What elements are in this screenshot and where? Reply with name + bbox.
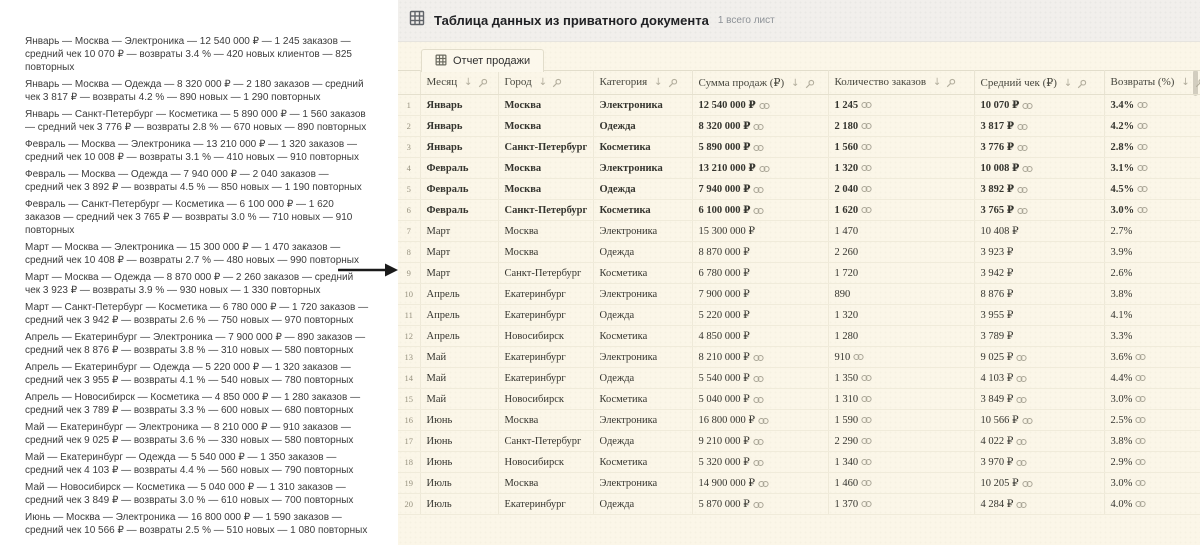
cell-orders: 1 350 [828,368,974,389]
link-icon[interactable] [1134,184,1148,195]
cell-orders: 2 290 [828,431,974,452]
cell-month: Апрель [420,305,498,326]
link-icon[interactable] [750,436,764,447]
cell-returns: 3.9% [1104,242,1200,263]
table-row [398,179,1200,200]
cell-sum: 7 940 000 ₽ [692,179,828,200]
row-number: 19 [398,473,420,494]
cell-orders: 1 720 [828,263,974,284]
source-line: Январь — Москва — Одежда — 8 320 000 ₽ — 2 180 заказов — средний чек 3 817 ₽ — возвраты 4.2 % — 890 новых — 1 290 повторных [25,79,364,103]
cell-category: Одежда [593,242,692,263]
source-line: Март — Москва — Электроника — 15 300 000 ₽ — 1 470 заказов — средний чек 10 408 ₽ — возвраты 2.7 % — 480 новых — 990 повторных [25,242,359,266]
cell-category: Электроника [593,347,692,368]
cell-sum: 8 870 000 ₽ [692,242,828,263]
tab-label: Отчет продажи [453,55,531,67]
cell-city: Новосибирск [498,389,593,410]
link-icon[interactable] [750,184,764,195]
cell-city: Москва [498,221,593,242]
cell-avg: 8 876 ₽ [974,284,1104,305]
cell-sum: 5 320 000 ₽ [692,452,828,473]
link-icon[interactable] [750,142,764,153]
table-row [398,95,1200,116]
link-icon[interactable] [858,100,872,111]
table-row [398,263,1200,284]
row-number: 14 [398,368,420,389]
cell-category: Одежда [593,305,692,326]
link-icon[interactable] [1132,394,1146,405]
cell-orders: 910 [828,347,974,368]
table-row [398,284,1200,305]
row-number: 11 [398,305,420,326]
cell-returns: 3.3% [1104,326,1200,347]
cell-avg: 4 284 ₽ [974,494,1104,515]
column-label: Возвраты (%) [1110,76,1175,89]
sheet-tabs-bar [398,42,1200,70]
link-icon[interactable] [1132,499,1146,510]
cell-city: Санкт-Петербург [498,200,593,221]
cell-city: Екатеринбург [498,347,593,368]
cell-month: Февраль [420,158,498,179]
row-number: 16 [398,410,420,431]
cell-category: Электроника [593,473,692,494]
table-row [398,158,1200,179]
link-icon[interactable] [1014,184,1028,195]
cell-orders: 1 320 [828,158,974,179]
column-label: Город [504,76,532,89]
link-icon[interactable] [850,352,864,363]
pin-icon[interactable] [1077,77,1087,89]
link-icon[interactable] [1013,394,1027,405]
pin-icon[interactable] [668,77,678,89]
cell-city: Санкт-Петербург [498,263,593,284]
cell-returns: 3.1% [1104,158,1200,179]
source-line: Март — Москва — Одежда — 8 870 000 ₽ — 2 260 заказов — средний чек 3 923 ₽ — возвраты 3.9 % — 930 новых — 1 330 повторных [25,272,354,296]
table-row [398,242,1200,263]
row-number: 20 [398,494,420,515]
cell-orders: 1 320 [828,305,974,326]
cell-avg: 3 970 ₽ [974,452,1104,473]
cell-month: Июнь [420,410,498,431]
table-row [398,305,1200,326]
cell-category: Косметика [593,326,692,347]
table-row [398,368,1200,389]
link-icon[interactable] [756,100,770,111]
cell-returns: 3.0% [1104,200,1200,221]
table-header-row [398,71,1200,95]
cell-category: Косметика [593,389,692,410]
cell-avg: 10 008 ₽ [974,158,1104,179]
cell-avg: 9 025 ₽ [974,347,1104,368]
link-icon[interactable] [1134,163,1148,174]
row-number-header [398,71,420,95]
row-number: 6 [398,200,420,221]
link-icon[interactable] [1013,436,1027,447]
cell-month: Май [420,368,498,389]
cell-sum: 4 850 000 ₽ [692,326,828,347]
row-number: 2 [398,116,420,137]
pin-icon[interactable] [552,77,562,89]
column-header-orders[interactable] [828,71,974,95]
cell-sum: 8 320 000 ₽ [692,116,828,137]
cell-month: Март [420,221,498,242]
link-icon[interactable] [1019,478,1033,489]
sort-down-icon[interactable]: ↓ [1181,77,1190,89]
column-label: Средний чек (₽) [980,76,1057,89]
cell-returns: 2.6% [1104,263,1200,284]
link-icon[interactable] [1013,457,1027,468]
cell-avg: 3 892 ₽ [974,179,1104,200]
widget-header [398,0,1200,42]
cell-city: Екатеринбург [498,368,593,389]
cell-sum: 14 900 000 ₽ [692,473,828,494]
link-icon[interactable] [1014,142,1028,153]
cell-month: Февраль [420,179,498,200]
table-row [398,116,1200,137]
cell-city: Новосибирск [498,326,593,347]
link-icon[interactable] [750,121,764,132]
cell-orders: 1 310 [828,389,974,410]
link-icon[interactable] [750,373,764,384]
source-line: Апрель — Екатеринбург — Электроника — 7 900 000 ₽ — 890 заказов — средний чек 8 876 ₽ — возвраты 3.8 % — 310 новых — 580 повторных [25,332,366,356]
cell-avg: 3 923 ₽ [974,242,1104,263]
cell-returns: 4.0% [1104,494,1200,515]
cell-sum: 13 210 000 ₽ [692,158,828,179]
link-icon[interactable] [750,457,764,468]
table-row [398,221,1200,242]
row-number: 17 [398,431,420,452]
column-label: Количество заказов [834,76,927,89]
row-number: 3 [398,137,420,158]
link-icon[interactable] [1014,205,1028,216]
table-row [398,431,1200,452]
row-number: 8 [398,242,420,263]
cell-city: Москва [498,473,593,494]
tab-sales-report[interactable] [421,49,544,72]
cell-avg: 3 789 ₽ [974,326,1104,347]
link-icon[interactable] [1134,121,1148,132]
column-header-avg[interactable] [974,71,1104,95]
cell-avg: 3 765 ₽ [974,200,1104,221]
cell-returns: 4.5% [1104,179,1200,200]
link-icon[interactable] [858,415,872,426]
sheet-count-label: 1 всего лист [717,15,775,26]
cell-sum: 16 800 000 ₽ [692,410,828,431]
cell-month: Январь [420,95,498,116]
table-row [398,326,1200,347]
cell-month: Март [420,242,498,263]
cell-sum: 5 870 000 ₽ [692,494,828,515]
cell-city: Москва [498,158,593,179]
cell-avg: 4 022 ₽ [974,431,1104,452]
cell-orders: 890 [828,284,974,305]
link-icon[interactable] [858,457,872,468]
source-text [25,35,369,541]
link-icon[interactable] [858,163,872,174]
source-line: Май — Екатеринбург — Электроника — 8 210 000 ₽ — 910 заказов — средний чек 9 025 ₽ — возвраты 3.6 % — 330 новых — 580 повторных [25,422,354,446]
row-number: 18 [398,452,420,473]
link-icon[interactable] [858,436,872,447]
source-line: Май — Новосибирск — Косметика — 5 040 000 ₽ — 1 310 заказов — средний чек 3 849 ₽ — возвраты 3.0 % — 610 новых — 700 повторных [25,482,354,506]
cell-city: Москва [498,410,593,431]
row-number: 10 [398,284,420,305]
cell-returns: 3.8% [1104,431,1200,452]
cell-category: Косметика [593,452,692,473]
cell-sum: 5 890 000 ₽ [692,137,828,158]
cell-category: Одежда [593,494,692,515]
link-icon[interactable] [1019,100,1033,111]
cell-month: Апрель [420,284,498,305]
link-icon[interactable] [1132,352,1146,363]
cell-avg: 10 566 ₽ [974,410,1104,431]
cell-orders: 1 590 [828,410,974,431]
link-icon[interactable] [1134,205,1148,216]
cell-category: Электроника [593,158,692,179]
cell-avg: 3 849 ₽ [974,389,1104,410]
cell-month: Май [420,347,498,368]
column-header-city[interactable] [498,71,593,95]
link-icon[interactable] [1019,163,1033,174]
cell-category: Косметика [593,200,692,221]
table-row [398,347,1200,368]
link-icon[interactable] [750,499,764,510]
cell-orders: 1 280 [828,326,974,347]
cell-month: Январь [420,116,498,137]
source-line: Февраль — Санкт-Петербург — Косметика — 6 100 000 ₽ — 1 620 заказов — средний чек 3 765 ₽ — возвраты 3.0 % — 710 новых — 910 повторных [25,199,353,236]
table-grid-icon [409,10,425,31]
link-icon[interactable] [1013,352,1027,363]
column-header-month[interactable] [420,71,498,95]
link-icon[interactable] [858,478,872,489]
source-line: Январь — Москва — Электроника — 12 540 000 ₽ — 1 245 заказов — средний чек 10 070 ₽ — возвраты 3.4 % — 420 новых клиентов — 825 повторных [25,36,352,73]
sort-down-icon[interactable]: ↓ [1063,77,1073,89]
link-icon[interactable] [1132,415,1146,426]
link-icon[interactable] [1132,478,1146,489]
cell-city: Москва [498,179,593,200]
cell-returns: 3.0% [1104,473,1200,494]
cell-category: Электроника [593,410,692,431]
cell-orders: 1 370 [828,494,974,515]
source-line: Январь — Санкт-Петербург — Косметика — 5 890 000 ₽ — 1 560 заказов — средний чек 3 776 ₽ — возвраты 2.8 % — 670 новых — 890 повторных [25,109,367,133]
column-label: Месяц [426,76,458,89]
cell-month: Июнь [420,431,498,452]
link-icon[interactable] [858,499,872,510]
cell-month: Июнь [420,452,498,473]
cell-avg: 3 955 ₽ [974,305,1104,326]
row-number: 15 [398,389,420,410]
cell-city: Санкт-Петербург [498,137,593,158]
cell-orders: 1 470 [828,221,974,242]
cell-month: Февраль [420,200,498,221]
table-row [398,494,1200,515]
pin-icon[interactable] [478,77,488,89]
row-number: 12 [398,326,420,347]
sort-down-icon[interactable]: ↓ [654,77,663,89]
link-icon[interactable] [858,184,872,195]
cell-returns: 4.2% [1104,116,1200,137]
cell-month: Июль [420,473,498,494]
row-number: 9 [398,263,420,284]
cell-city: Екатеринбург [498,305,593,326]
column-label: Категория [599,76,648,89]
pin-icon[interactable] [946,77,956,89]
cell-city: Москва [498,116,593,137]
cell-avg: 3 942 ₽ [974,263,1104,284]
link-icon[interactable] [755,478,769,489]
sort-down-icon[interactable]: ↓ [538,77,548,89]
link-icon[interactable] [1134,100,1148,111]
cell-orders: 1 245 [828,95,974,116]
cell-sum: 12 540 000 ₽ [692,95,828,116]
transform-arrow-icon [337,262,399,278]
link-icon[interactable] [1014,121,1028,132]
cell-orders: 1 620 [828,200,974,221]
link-icon[interactable] [1013,373,1027,384]
link-icon[interactable] [1019,415,1033,426]
cell-category: Электроника [593,95,692,116]
cell-city: Москва [498,242,593,263]
link-icon[interactable] [1013,499,1027,510]
link-icon[interactable] [750,352,764,363]
cell-category: Одежда [593,116,692,137]
cell-orders: 1 560 [828,137,974,158]
table-widget-panel [398,0,1200,545]
table-row [398,389,1200,410]
sort-down-icon[interactable]: ↓ [791,77,800,89]
cell-city: Новосибирск [498,452,593,473]
source-line: Май — Екатеринбург — Одежда — 5 540 000 ₽ — 1 350 заказов — средний чек 4 103 ₽ — возвраты 4.4 % — 560 новых — 790 повторных [25,452,354,476]
column-label: Сумма продаж (₽) [698,76,785,89]
column-header-sum[interactable] [692,71,828,95]
cell-city: Москва [498,95,593,116]
pin-icon[interactable] [1195,77,1200,89]
link-icon[interactable] [858,394,872,405]
cell-category: Электроника [593,221,692,242]
table-row [398,452,1200,473]
link-icon[interactable] [858,205,872,216]
link-icon[interactable] [858,121,872,132]
cell-sum: 6 100 000 ₽ [692,200,828,221]
table-row [398,137,1200,158]
source-line: Июнь — Москва — Электроника — 16 800 000 ₽ — 1 590 заказов — средний чек 10 566 ₽ — возвраты 2.5 % — 510 новых — 1 080 повторных [25,512,368,536]
source-line: Апрель — Новосибирск — Косметика — 4 850 000 ₽ — 1 280 заказов — средний чек 3 789 ₽ — возвраты 3.3 % — 600 новых — 680 повторных [25,392,361,416]
row-number: 1 [398,95,420,116]
cell-category: Электроника [593,284,692,305]
table-row [398,410,1200,431]
sort-down-icon[interactable]: ↓ [464,77,473,89]
cell-avg: 10 070 ₽ [974,95,1104,116]
tab-grid-icon [435,54,447,69]
link-icon[interactable] [1132,436,1146,447]
table-row [398,473,1200,494]
cell-orders: 2 260 [828,242,974,263]
cell-sum: 8 210 000 ₽ [692,347,828,368]
data-table [398,70,1200,515]
link-icon[interactable] [1134,142,1148,153]
cell-avg: 10 408 ₽ [974,221,1104,242]
cell-returns: 3.0% [1104,389,1200,410]
link-icon[interactable] [755,415,769,426]
source-line: Март — Санкт-Петербург — Косметика — 6 780 000 ₽ — 1 720 заказов — средний чек 3 942 ₽ — возвраты 2.6 % — 750 новых — 970 повторных [25,302,369,326]
cell-sum: 6 780 000 ₽ [692,263,828,284]
row-number: 5 [398,179,420,200]
cell-returns: 3.8% [1104,284,1200,305]
column-header-returns[interactable] [1104,71,1200,95]
cell-city: Санкт-Петербург [498,431,593,452]
cell-returns: 4.4% [1104,368,1200,389]
cell-returns: 2.5% [1104,410,1200,431]
cell-returns: 2.7% [1104,221,1200,242]
cell-orders: 2 180 [828,116,974,137]
cell-returns: 2.9% [1104,452,1200,473]
row-number: 7 [398,221,420,242]
link-icon[interactable] [750,394,764,405]
cell-month: Май [420,389,498,410]
cell-returns: 3.6% [1104,347,1200,368]
column-header-category[interactable] [593,71,692,95]
source-line: Февраль — Москва — Одежда — 7 940 000 ₽ — 2 040 заказов — средний чек 3 892 ₽ — возвраты 4.5 % — 850 новых — 1 190 повторных [25,169,362,193]
link-icon[interactable] [750,205,764,216]
cell-city: Екатеринбург [498,284,593,305]
cell-month: Апрель [420,326,498,347]
cell-sum: 15 300 000 ₽ [692,221,828,242]
cell-orders: 1 460 [828,473,974,494]
table-row [398,200,1200,221]
link-icon[interactable] [1132,373,1146,384]
cell-avg: 4 103 ₽ [974,368,1104,389]
sort-down-icon[interactable]: ↓ [933,77,942,89]
cell-orders: 1 340 [828,452,974,473]
cell-sum: 5 220 000 ₽ [692,305,828,326]
cell-category: Одежда [593,368,692,389]
pin-icon[interactable] [805,77,815,89]
widget-title: Таблица данных из приватного документа [434,13,709,28]
cell-returns: 4.1% [1104,305,1200,326]
row-number: 13 [398,347,420,368]
cell-avg: 10 205 ₽ [974,473,1104,494]
cell-city: Екатеринбург [498,494,593,515]
cell-returns: 2.8% [1104,137,1200,158]
cell-category: Косметика [593,137,692,158]
cell-month: Июль [420,494,498,515]
link-icon[interactable] [756,163,770,174]
row-number: 4 [398,158,420,179]
cell-month: Март [420,263,498,284]
cell-returns: 3.4% [1104,95,1200,116]
cell-sum: 5 540 000 ₽ [692,368,828,389]
cell-month: Январь [420,137,498,158]
cell-sum: 7 900 000 ₽ [692,284,828,305]
cell-sum: 5 040 000 ₽ [692,389,828,410]
link-icon[interactable] [858,142,872,153]
cell-category: Косметика [593,263,692,284]
source-line: Апрель — Екатеринбург — Одежда — 5 220 000 ₽ — 1 320 заказов — средний чек 3 955 ₽ — возвраты 4.1 % — 540 новых — 780 повторных [25,362,354,386]
link-icon[interactable] [1132,457,1146,468]
cell-avg: 3 817 ₽ [974,116,1104,137]
cell-orders: 2 040 [828,179,974,200]
cell-avg: 3 776 ₽ [974,137,1104,158]
cell-category: Одежда [593,431,692,452]
link-icon[interactable] [858,373,872,384]
cell-category: Одежда [593,179,692,200]
cell-sum: 9 210 000 ₽ [692,431,828,452]
source-line: Февраль — Москва — Электроника — 13 210 000 ₽ — 1 320 заказов — средний чек 10 008 ₽ — возвраты 3.1 % — 410 новых — 910 повторных [25,139,359,163]
